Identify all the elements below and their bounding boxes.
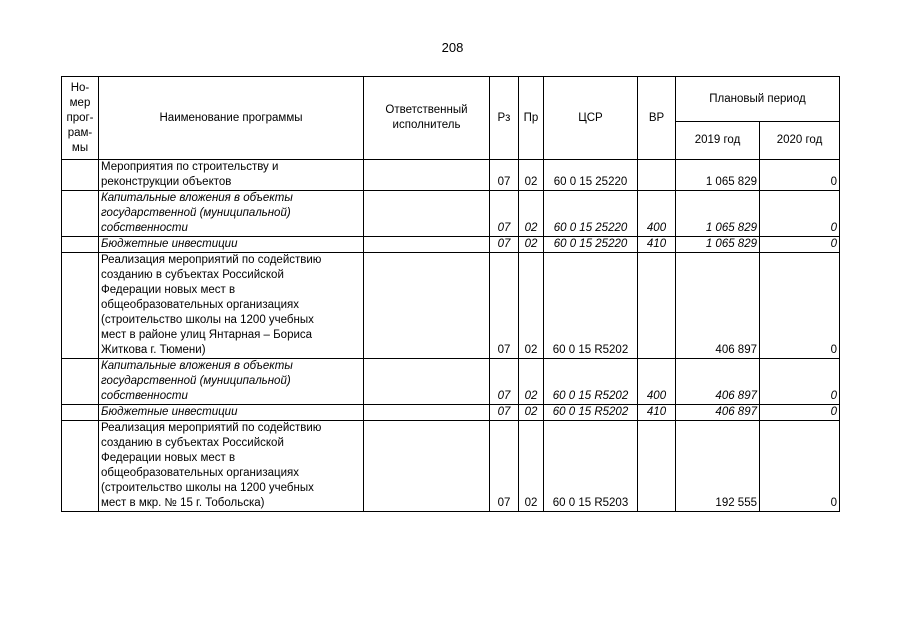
table-row bbox=[62, 191, 840, 237]
cell-amount-2019: 1 065 829 bbox=[676, 160, 760, 191]
program-name-line: Бюджетные инвестиции bbox=[101, 238, 238, 250]
program-name-line: общеобразовательных организациях bbox=[101, 299, 299, 311]
program-name-line: общеобразовательных организациях bbox=[101, 467, 299, 479]
header-planned-period: Плановый период bbox=[676, 77, 840, 122]
cell-csr: 60 0 15 25220 bbox=[544, 191, 638, 237]
program-name-line: собственности bbox=[101, 222, 188, 234]
program-name-line: государственной (муниципальной) bbox=[101, 207, 291, 219]
cell-amount-2020: 0 bbox=[760, 191, 840, 237]
header-pr: Пр bbox=[519, 77, 544, 160]
cell-executor bbox=[364, 405, 490, 421]
cell-program-number bbox=[62, 253, 99, 359]
cell-csr: 60 0 15 R5202 bbox=[544, 405, 638, 421]
cell-executor bbox=[364, 359, 490, 405]
cell-amount-2019: 1 065 829 bbox=[676, 191, 760, 237]
cell-rz: 07 bbox=[490, 405, 519, 421]
cell-executor bbox=[364, 160, 490, 191]
table-body bbox=[62, 160, 840, 512]
cell-vr: 410 bbox=[638, 237, 676, 253]
cell-rz: 07 bbox=[490, 359, 519, 405]
cell-amount-2020: 0 bbox=[760, 359, 840, 405]
cell-executor bbox=[364, 237, 490, 253]
program-name-line: реконструкции объектов bbox=[101, 176, 232, 188]
cell-program-name bbox=[99, 253, 364, 359]
cell-rz: 07 bbox=[490, 160, 519, 191]
cell-program-name bbox=[99, 359, 364, 405]
cell-program-number bbox=[62, 405, 99, 421]
program-name-line: Бюджетные инвестиции bbox=[101, 406, 238, 418]
cell-rz: 07 bbox=[490, 253, 519, 359]
program-name-line: созданию в субъектах Российской bbox=[101, 269, 284, 281]
program-name-line: Капитальные вложения в объекты bbox=[101, 192, 293, 204]
cell-rz: 07 bbox=[490, 191, 519, 237]
cell-amount-2019: 1 065 829 bbox=[676, 237, 760, 253]
program-name-line: созданию в субъектах Российской bbox=[101, 437, 284, 449]
cell-pr: 02 bbox=[519, 421, 544, 512]
table-row bbox=[62, 359, 840, 405]
program-name-line: (строительство школы на 1200 учебных bbox=[101, 482, 314, 494]
cell-program-number bbox=[62, 160, 99, 191]
program-name-line: мест в районе улиц Янтарная – Бориса bbox=[101, 329, 313, 341]
header-csr: ЦСР bbox=[544, 77, 638, 160]
program-name-line: собственности bbox=[101, 390, 188, 402]
header-year-2020: 2020 год bbox=[760, 122, 840, 160]
header-year-2019: 2019 год bbox=[676, 122, 760, 160]
cell-program-number bbox=[62, 421, 99, 512]
cell-csr: 60 0 15 25220 bbox=[544, 160, 638, 191]
cell-pr: 02 bbox=[519, 160, 544, 191]
cell-vr bbox=[638, 253, 676, 359]
cell-amount-2020: 0 bbox=[760, 160, 840, 191]
table-row bbox=[62, 405, 840, 421]
cell-program-name bbox=[99, 421, 364, 512]
cell-pr: 02 bbox=[519, 253, 544, 359]
cell-csr: 60 0 15 R5202 bbox=[544, 253, 638, 359]
cell-amount-2020: 0 bbox=[760, 421, 840, 512]
cell-csr: 60 0 15 R5202 bbox=[544, 359, 638, 405]
header-vr: ВР bbox=[638, 77, 676, 160]
program-name-line: Капитальные вложения в объекты bbox=[101, 360, 293, 372]
table-row bbox=[62, 421, 840, 512]
table-row bbox=[62, 237, 840, 253]
program-name-line: Реализация мероприятий по содействию bbox=[101, 422, 322, 434]
cell-rz: 07 bbox=[490, 421, 519, 512]
cell-vr bbox=[638, 421, 676, 512]
program-name-line: мест в мкр. № 15 г. Тобольска) bbox=[101, 497, 265, 509]
cell-program-name bbox=[99, 191, 364, 237]
cell-rz: 07 bbox=[490, 237, 519, 253]
program-name-line: (строительство школы на 1200 учебных bbox=[101, 314, 314, 326]
cell-executor bbox=[364, 421, 490, 512]
cell-program-name bbox=[99, 237, 364, 253]
cell-program-number bbox=[62, 191, 99, 237]
cell-program-number bbox=[62, 359, 99, 405]
cell-pr: 02 bbox=[519, 405, 544, 421]
header-program-name: Наименование программы bbox=[99, 77, 364, 160]
cell-amount-2019: 192 555 bbox=[676, 421, 760, 512]
cell-amount-2020: 0 bbox=[760, 405, 840, 421]
header-executor: Ответственный исполнитель bbox=[364, 77, 490, 160]
header-program-number: Но- мер прог- рам- мы bbox=[62, 77, 99, 160]
program-name-line: Житкова г. Тюмени) bbox=[101, 344, 206, 356]
cell-pr: 02 bbox=[519, 191, 544, 237]
cell-pr: 02 bbox=[519, 359, 544, 405]
cell-csr: 60 0 15 25220 bbox=[544, 237, 638, 253]
cell-amount-2020: 0 bbox=[760, 253, 840, 359]
table-row bbox=[62, 253, 840, 359]
header-rz: Рз bbox=[490, 77, 519, 160]
cell-csr: 60 0 15 R5203 bbox=[544, 421, 638, 512]
cell-pr: 02 bbox=[519, 237, 544, 253]
program-name-line: Федерации новых мест в bbox=[101, 284, 236, 296]
cell-executor bbox=[364, 253, 490, 359]
cell-program-number bbox=[62, 237, 99, 253]
program-name-line: Мероприятия по строительству и bbox=[101, 161, 279, 173]
program-name-line: Федерации новых мест в bbox=[101, 452, 236, 464]
cell-amount-2019: 406 897 bbox=[676, 405, 760, 421]
cell-amount-2019: 406 897 bbox=[676, 253, 760, 359]
budget-table bbox=[61, 76, 840, 512]
cell-amount-2019: 406 897 bbox=[676, 359, 760, 405]
cell-vr: 410 bbox=[638, 405, 676, 421]
cell-vr: 400 bbox=[638, 359, 676, 405]
program-name-line: государственной (муниципальной) bbox=[101, 375, 291, 387]
cell-executor bbox=[364, 191, 490, 237]
cell-vr: 400 bbox=[638, 191, 676, 237]
program-name-line: Реализация мероприятий по содействию bbox=[101, 254, 322, 266]
cell-vr bbox=[638, 160, 676, 191]
cell-program-name bbox=[99, 405, 364, 421]
page-number: 208 bbox=[441, 40, 464, 55]
cell-amount-2020: 0 bbox=[760, 237, 840, 253]
table-row bbox=[62, 160, 840, 191]
cell-program-name bbox=[99, 160, 364, 191]
